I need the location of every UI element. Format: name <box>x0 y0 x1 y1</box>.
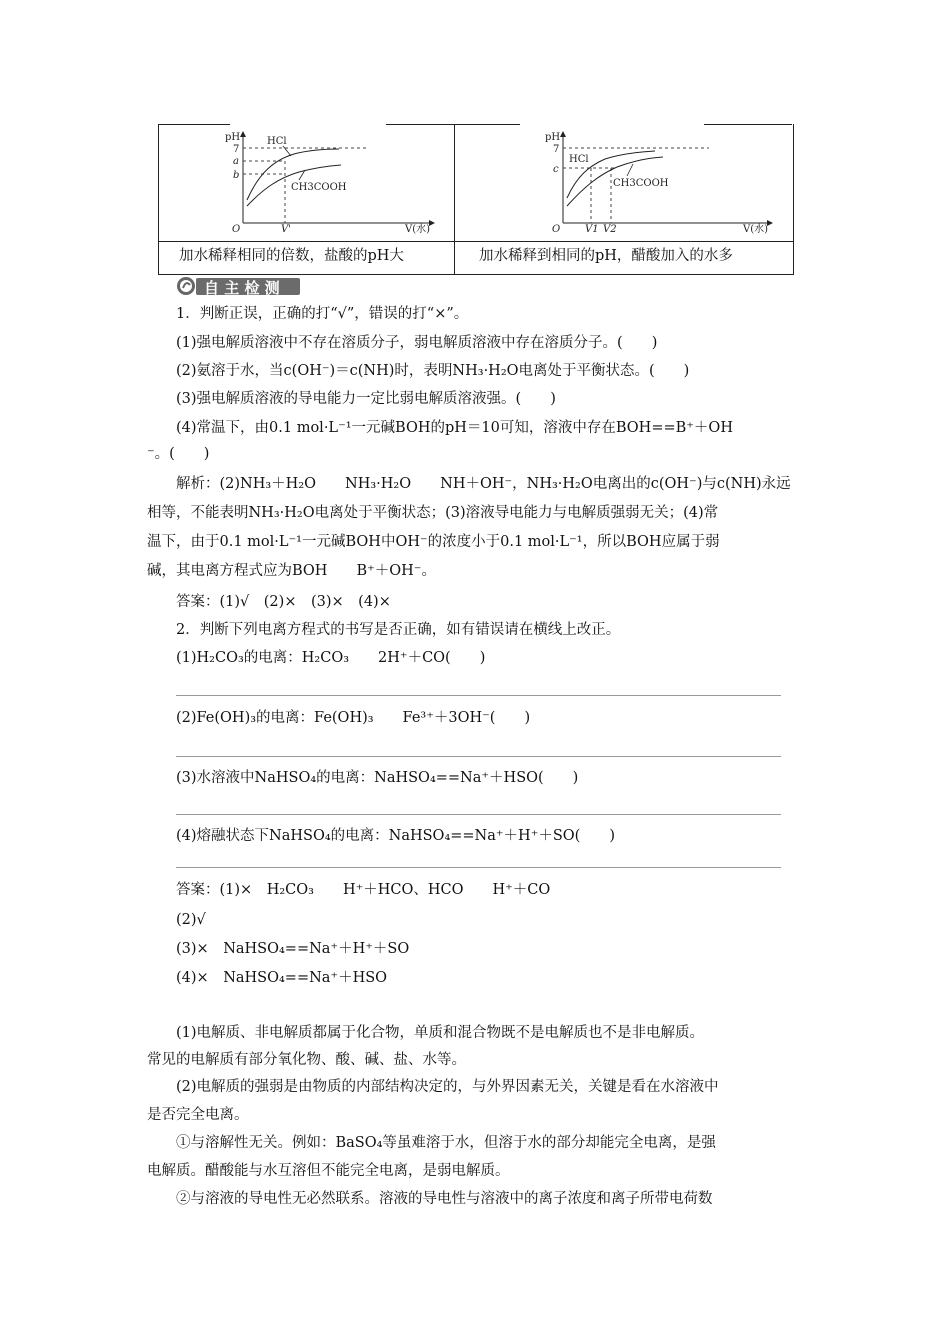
left-ch3cooh-label: CH3COOH <box>291 182 347 193</box>
q1-item-2: (2)氨溶于水，当c(OH⁻)＝c(NH)时，表明NH₃·H₂O电离处于平衡状态。( ) <box>176 363 690 379</box>
q2-answer-1: 答案：(1)× H₂CO₃ H⁺＋HCO、HCO H⁺＋CO <box>176 882 551 898</box>
left-hcl-label: HCl <box>267 136 287 147</box>
note-4: ②与溶液的导电性无必然联系。溶液的导电性与溶液中的离子浓度和离子所带电荷数 <box>176 1191 713 1207</box>
q2-item-4: (4)熔融状态下NaHSO₄的电离：NaHSO₄==Na⁺＋H⁺＋SO( ) <box>176 828 615 844</box>
note-1-cont: 常见的电解质有部分氧化物、酸、碱、盐、水等。 <box>147 1052 466 1068</box>
answer-line-4 <box>176 867 781 868</box>
right-tick-v1: V1 <box>585 224 599 235</box>
q1-item-4: (4)常温下，由0.1 mol·L⁻¹一元碱BOH的pH＝10可知，溶液中存在BOH==B⁺＋OH <box>176 420 733 436</box>
right-tick-v2: V2 <box>603 224 617 235</box>
right-x-axis-label: V(水) <box>743 224 769 235</box>
left-y-axis-label: pH <box>225 132 241 143</box>
section-badge <box>174 276 300 296</box>
q1-answer: 答案：(1)√ (2)× (3)× (4)× <box>176 594 391 610</box>
left-cell-caption: 加水稀释相同的倍数，盐酸的pH大 <box>179 248 404 264</box>
left-tick-7: 7 <box>233 144 240 155</box>
q1-analysis-2: 相等，不能表明NH₃·H₂O电离处于平衡状态；(3)溶液导电能力与电解质强弱无关；(4)常 <box>147 505 719 521</box>
right-tick-c: c <box>553 164 559 175</box>
q2-item-1: (1)H₂CO₃的电离：H₂CO₃ 2H⁺＋CO( ) <box>176 650 486 666</box>
right-origin-label: O <box>552 224 561 235</box>
right-ch3cooh-label: CH3COOH <box>613 178 669 189</box>
comparison-table <box>158 124 794 275</box>
table-row-divider <box>159 241 793 242</box>
table-column-divider <box>454 124 455 274</box>
q1-item-1: (1)强电解质溶液中不存在溶质分子，弱电解质溶液中存在溶质分子。( ) <box>176 335 658 351</box>
q2-answer-4: (4)× NaHSO₄==Na⁺＋HSO <box>176 970 388 986</box>
note-3-cont: 电解质。醋酸能与水互溶但不能完全电离，是弱电解质。 <box>147 1163 510 1179</box>
q2-answer-2: (2)√ <box>176 912 206 928</box>
left-tick-a: a <box>233 156 239 167</box>
q2-item-3: (3)水溶液中NaHSO₄的电离：NaHSO₄==Na⁺＋HSO( ) <box>176 770 579 786</box>
left-x-axis-label: V(水) <box>405 224 431 235</box>
answer-line-1 <box>176 695 781 696</box>
q2-item-2: (2)Fe(OH)₃的电离：Fe(OH)₃ Fe³⁺＋3OH⁻( ) <box>176 710 531 726</box>
answer-line-2 <box>176 756 781 757</box>
right-y-axis-label: pH <box>545 132 561 143</box>
right-hcl-label: HCl <box>569 154 589 165</box>
left-origin-label: O <box>232 224 241 235</box>
q2-stem: 2．判断下列电离方程式的书写是否正确，如有错误请在横线上改正。 <box>176 622 621 638</box>
right-dilution-plot <box>537 128 787 238</box>
section-title: 自 主 检 测 <box>204 279 280 297</box>
right-tick-7: 7 <box>553 144 560 155</box>
q1-stem: 1．判断正误，正确的打“√”，错误的打“×”。 <box>176 306 469 322</box>
note-2-cont: 是否完全电离。 <box>147 1107 249 1123</box>
q2-answer-3: (3)× NaHSO₄==Na⁺＋H⁺＋SO <box>176 941 410 957</box>
q1-item-4-cont: ⁻。( ) <box>147 446 210 462</box>
q1-analysis-1: 解析：(2)NH₃＋H₂O NH₃·H₂O NH＋OH⁻，NH₃·H₂O电离出的c(OH⁻)与c(NH)永远 <box>176 476 791 492</box>
left-tick-vprime: V' <box>281 224 291 235</box>
right-cell-caption: 加水稀释到相同的pH，醋酸加入的水多 <box>479 248 733 264</box>
q1-analysis-4: 碱，其电离方程式应为BOH B⁺＋OH⁻。 <box>147 563 436 579</box>
note-1: (1)电解质、非电解质都属于化合物，单质和混合物既不是电解质也不是非电解质。 <box>176 1025 705 1041</box>
note-2: (2)电解质的强弱是由物质的内部结构决定的，与外界因素无关，关键是看在水溶液中 <box>176 1079 719 1095</box>
note-3: ①与溶解性无关。例如：BaSO₄等虽难溶于水，但溶于水的部分却能完全电离，是强 <box>176 1135 716 1151</box>
left-tick-b: b <box>233 170 240 181</box>
left-dilution-plot <box>219 128 449 238</box>
q1-item-3: (3)强电解质溶液的导电能力一定比弱电解质溶液强。( ) <box>176 391 556 407</box>
answer-line-3 <box>176 814 781 815</box>
q1-analysis-3: 温下，由于0.1 mol·L⁻¹一元碱BOH中OH⁻的浓度小于0.1 mol·L⁻¹，所以BOH应属于弱 <box>147 534 720 550</box>
